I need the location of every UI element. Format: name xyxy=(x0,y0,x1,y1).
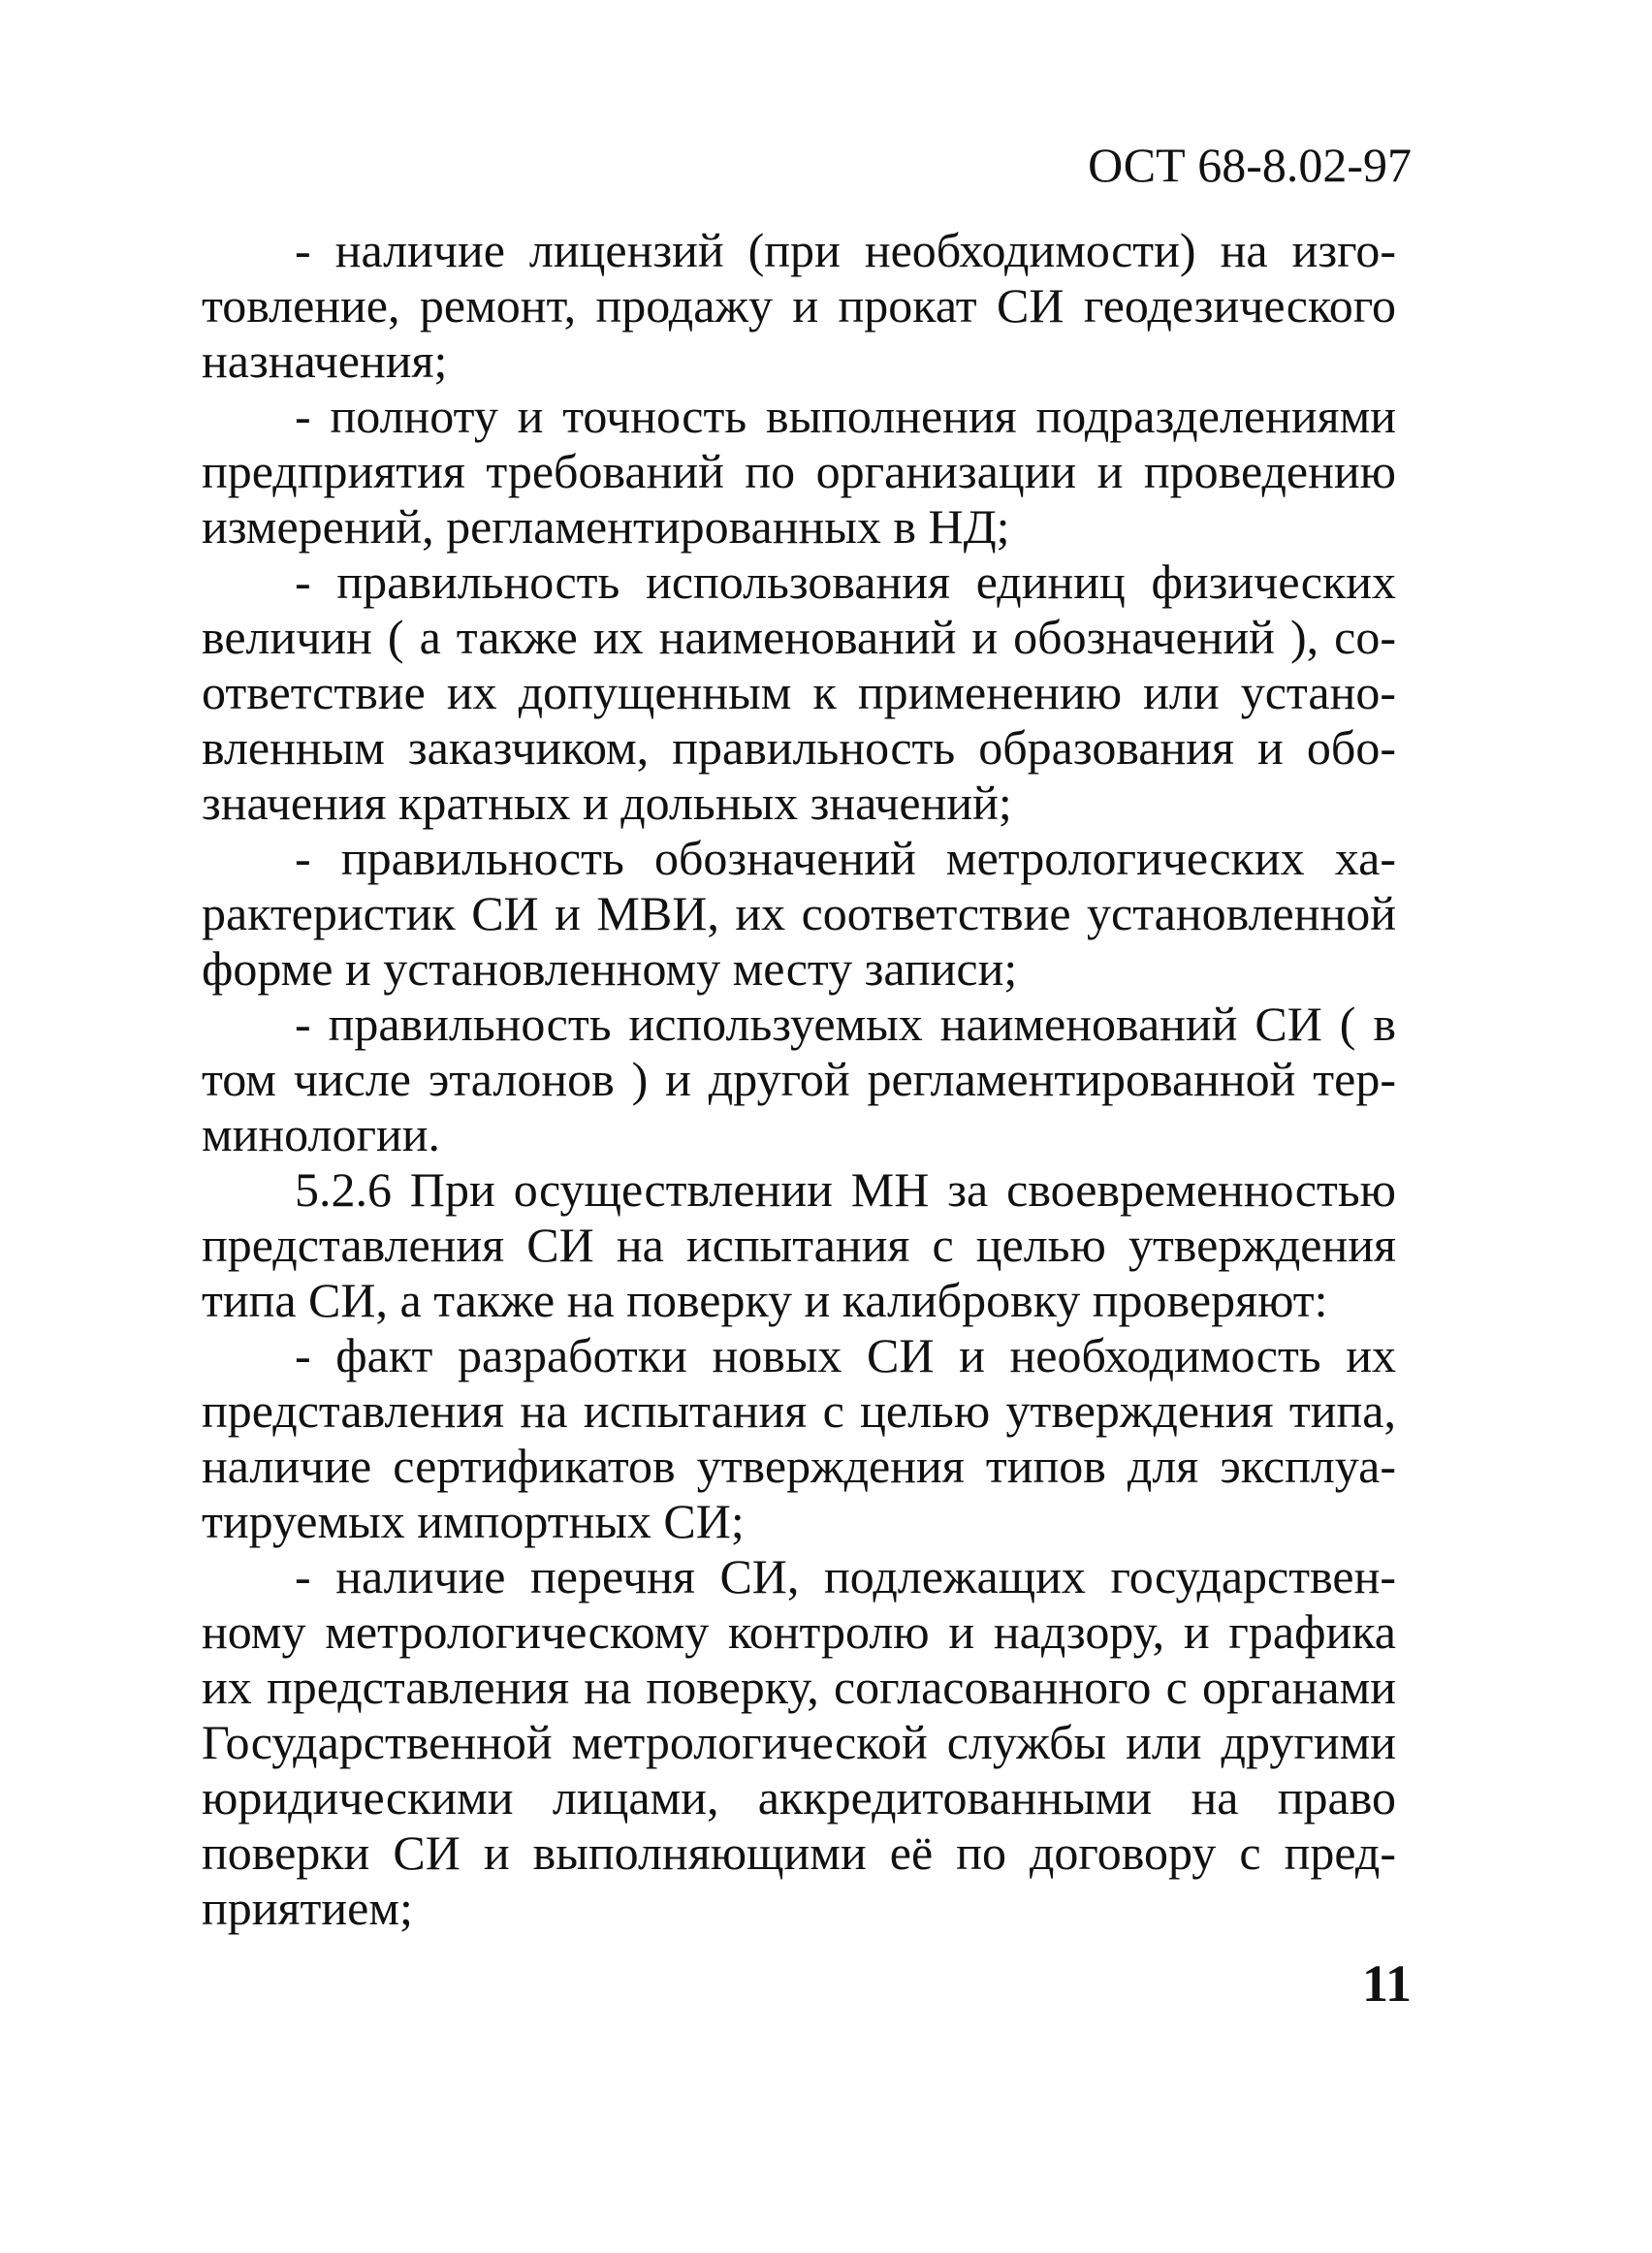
paragraph-new-instruments: - факт разработки новых СИ и необходимость их представления на испытания с целью утверждения типа, наличие сертификатов утверждения типов для эксплуатируемых импортных СИ; xyxy=(202,1328,1396,1548)
paragraph-names: - правильность используемых наименований СИ ( в том числе эталонов ) и другой регламентированной терминологии. xyxy=(202,997,1396,1161)
section-5-2-6: 5.2.6 При осуществлении МН за своевременностью представления СИ на испытания с целью утверждения типа СИ, а также на поверку и калибровку проверяют: xyxy=(202,1162,1396,1327)
document-body xyxy=(202,223,1396,1936)
document-code-header: ОСТ 68-8.02-97 xyxy=(1088,138,1412,192)
paragraph-instrument-list: - наличие перечня СИ, подлежащих государственному метрологическому контролю и надзору, и графика их представления на поверку, согласованного с органами Государственной метрологической службы или другими юридическими лицами, аккредитованными на право поверки СИ и выполняющими её по договору с предприятием; xyxy=(202,1549,1396,1935)
paragraph-units: - правильность использования единиц физических величин ( а также их наименований и обозначений ), соответствие их допущенным к применению или установленным заказчиком, правильность образования и обозначения кратных и дольных значений; xyxy=(202,555,1396,830)
paragraph-completeness: - полноту и точность выполнения подразделениями предприятия требований по организации и проведению измерений, регламентированных в НД; xyxy=(202,389,1396,554)
paragraph-license: - наличие лицензий (при необходимости) на изготовление, ремонт, продажу и прокат СИ геодезического назначения; xyxy=(202,223,1396,388)
paragraph-designations: - правильность обозначений метрологических характеристик СИ и МВИ, их соответствие установленной форме и установленному месту записи; xyxy=(202,831,1396,996)
page-number: 11 xyxy=(1361,1954,1412,2013)
